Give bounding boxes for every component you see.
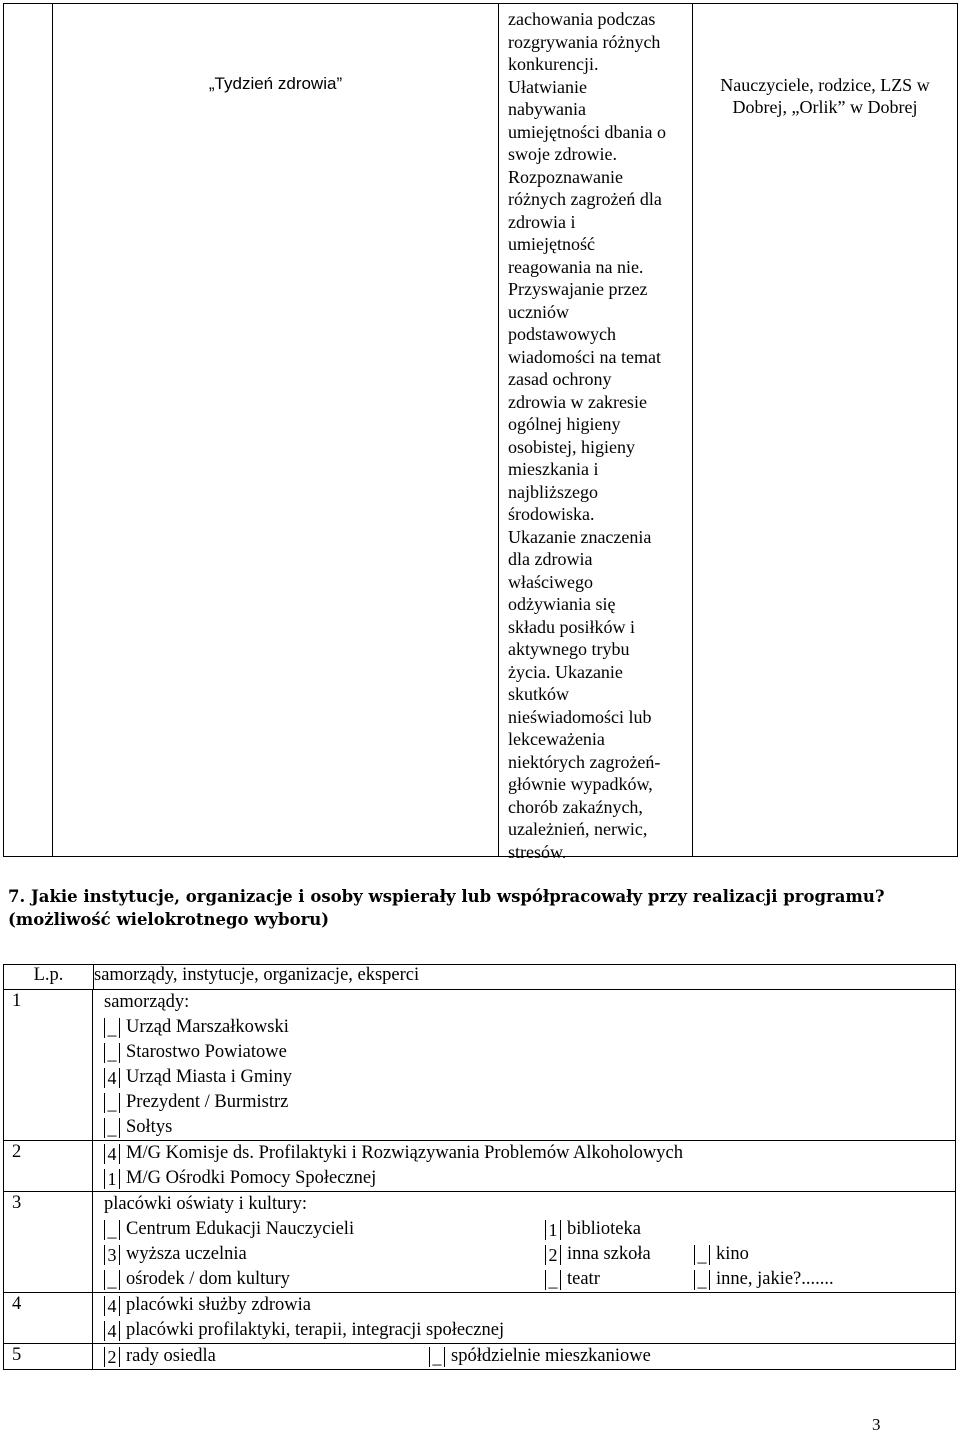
checkbox-mark: 2: [104, 1347, 120, 1367]
goal-line: składu posiłków i: [508, 616, 636, 637]
goal-line: zachowania podczas: [508, 9, 656, 29]
option-label: M/G Komisje ds. Profilaktyki i Rozwiązywania Problemów Alkoholowych: [126, 1143, 683, 1163]
option-label: teatr: [567, 1269, 600, 1289]
goal-line: umiejętności dbania o: [508, 121, 666, 142]
checkbox-mark: _: [104, 1018, 120, 1038]
goal-line: zdrowia i: [508, 211, 576, 232]
option-label: inna szkoła: [567, 1244, 651, 1264]
row-line: [104, 1015, 955, 1040]
partners-line: Nauczyciele, rodzice, LZS w: [720, 75, 930, 95]
goal-line: uzależnień, nerwic,: [508, 819, 648, 839]
group-title: samorządy:: [104, 992, 190, 1012]
goal-line: reagowania na nie.: [508, 256, 644, 277]
goal-line: właściwego: [508, 571, 593, 592]
row-line: [104, 1267, 955, 1292]
goal-line: dla zdrowia: [508, 549, 593, 569]
goal-line: zdrowia w zakresie: [508, 391, 647, 412]
option-label: ośrodek / dom kultury: [126, 1269, 290, 1289]
question-subline: (możliwość wielokrotnego wyboru): [8, 910, 330, 929]
page-number: 3: [872, 1415, 881, 1434]
checkbox-mark: 1: [104, 1169, 120, 1189]
goal-line: Rozpoznawanie: [508, 166, 623, 187]
goal-line: rozgrywania różnych: [508, 31, 661, 52]
option-item: [104, 1320, 504, 1340]
row-line: [104, 1217, 955, 1242]
goal-line: umiejętność: [508, 234, 595, 254]
table-row: [4, 990, 955, 1140]
event-name: „Tydzień zdrowia”: [208, 74, 343, 93]
row-line: [104, 1166, 955, 1191]
partners-table: [3, 964, 956, 1370]
partners-cell: [693, 4, 958, 857]
option-label: Urząd Marszałkowski: [126, 1017, 289, 1037]
goal-line: stresów.: [508, 841, 567, 862]
goal-line: Ułatwianie: [508, 76, 587, 97]
option-label: spółdzielnie mieszkaniowe: [451, 1346, 651, 1366]
option-label: M/G Ośrodki Pomocy Społecznej: [126, 1168, 377, 1188]
row-number: 4: [4, 1293, 93, 1343]
option-label: wyższa uczelnia: [126, 1244, 247, 1264]
goal-line: Przyswajanie przez: [508, 279, 648, 299]
goal-line: nabywania: [508, 99, 586, 119]
option-label: kino: [716, 1244, 749, 1264]
option-label: Prezydent / Burmistrz: [126, 1092, 289, 1112]
option-label: Centrum Edukacji Nauczycieli: [126, 1219, 355, 1239]
header-title: samorządy, instytucje, organizacje, eksperci: [94, 965, 956, 990]
option-label: biblioteka: [567, 1219, 641, 1239]
row-number: 2: [4, 1141, 93, 1191]
goals-text: [499, 4, 692, 862]
event-name-cell: [53, 4, 499, 857]
option-item: [104, 1269, 290, 1289]
goal-line: swoje zdrowie.: [508, 144, 617, 164]
row-line: [104, 1040, 955, 1065]
option-item: [545, 1242, 651, 1267]
checkbox-mark: _: [429, 1347, 445, 1367]
option-item: [104, 1346, 216, 1366]
goal-line: nieświadomości lub: [508, 706, 652, 727]
row-line: [104, 1293, 955, 1318]
goal-line: konkurencji.: [508, 54, 599, 74]
checkbox-mark: 1: [545, 1220, 561, 1240]
goal-line: środowiska.: [508, 504, 595, 524]
table-header-row: [4, 965, 956, 990]
option-item: [104, 1168, 376, 1188]
row-line: [104, 990, 955, 1015]
question-line: 7. Jakie instytucje, organizacje i osoby wspierały lub współpracowały przy realizacji programu?: [8, 887, 885, 906]
option-item: [104, 1219, 354, 1239]
checkbox-mark: _: [694, 1270, 710, 1290]
option-item: [104, 1017, 289, 1037]
option-item: [104, 1117, 172, 1137]
option-item: [545, 1267, 600, 1292]
goal-line: zasad ochrony: [508, 369, 612, 389]
row-number: 1: [4, 990, 93, 1140]
rows-cell: [4, 990, 956, 1370]
row-content: [93, 990, 955, 1140]
option-item: [694, 1267, 834, 1292]
table-row: [4, 1140, 955, 1191]
checkbox-mark: 3: [104, 1245, 120, 1265]
row-number: 5: [4, 1344, 93, 1369]
activities-table: [3, 3, 958, 862]
goal-line: skutków: [508, 684, 570, 704]
option-label: inne, jakie?.......: [716, 1269, 834, 1289]
table-row: [4, 4, 958, 857]
header-lp: L.p.: [4, 965, 94, 990]
checkbox-mark: 4: [104, 1296, 120, 1316]
row-number: 3: [4, 1192, 93, 1292]
checkbox-mark: 4: [104, 1321, 120, 1341]
goal-line: chorób zakaźnych,: [508, 796, 643, 817]
partners-text: [693, 4, 957, 118]
goal-line: głównie wypadków,: [508, 774, 653, 794]
goal-line: odżywiania się: [508, 594, 616, 614]
table-row: [4, 990, 956, 1370]
goal-line: różnych zagrożeń dla: [508, 189, 662, 209]
checkbox-mark: 2: [545, 1245, 561, 1265]
option-item: [104, 1143, 683, 1163]
table-row: [4, 1343, 955, 1369]
row-line: [104, 1192, 955, 1217]
option-label: rady osiedla: [126, 1346, 216, 1366]
option-item: [694, 1242, 749, 1267]
goal-line: lekceważenia: [508, 729, 605, 749]
option-item: [104, 1092, 288, 1112]
group-title: placówki oświaty i kultury:: [104, 1194, 307, 1214]
row-line: [104, 1090, 955, 1115]
goal-line: wiadomości na temat: [508, 346, 661, 367]
row-content: [93, 1192, 955, 1292]
option-label: placówki profilaktyki, terapii, integracji społecznej: [126, 1320, 505, 1340]
goal-line: najbliższego: [508, 481, 598, 502]
option-label: placówki służby zdrowia: [126, 1295, 311, 1315]
checkbox-mark: 4: [104, 1144, 120, 1164]
row-line: [104, 1344, 955, 1369]
checkbox-mark: _: [545, 1270, 561, 1290]
option-label: Sołtys: [126, 1117, 173, 1137]
rows-container: [4, 990, 955, 1369]
option-label: Starostwo Powiatowe: [126, 1042, 287, 1062]
checkbox-mark: _: [104, 1220, 120, 1240]
row-content: [93, 1141, 955, 1191]
goal-line: Ukazanie znaczenia: [508, 526, 652, 547]
goal-line: życia. Ukazanie: [508, 661, 623, 682]
row-line: [104, 1242, 955, 1267]
goal-line: mieszkania i: [508, 459, 599, 479]
row-content: [93, 1293, 955, 1343]
checkbox-mark: 4: [104, 1068, 120, 1088]
row-line: [104, 1141, 955, 1166]
goal-line: ogólnej higieny: [508, 414, 621, 434]
table-row: [4, 1191, 955, 1292]
row-content: [93, 1344, 955, 1369]
option-item: [104, 1295, 311, 1315]
row-line: [104, 1115, 955, 1140]
number-cell: [4, 4, 53, 857]
checkbox-mark: _: [104, 1118, 120, 1138]
checkbox-mark: _: [104, 1093, 120, 1113]
option-item: [545, 1217, 641, 1242]
goal-line: aktywnego trybu: [508, 639, 630, 659]
goal-line: osobistej, higieny: [508, 436, 635, 457]
option-item: [104, 1244, 247, 1264]
checkbox-mark: _: [694, 1245, 710, 1265]
option-item: [104, 1067, 292, 1087]
goal-line: niektórych zagrożeń-: [508, 751, 661, 772]
checkbox-mark: _: [104, 1043, 120, 1063]
goal-line: podstawowych: [508, 324, 616, 344]
option-item: [429, 1344, 651, 1369]
checkbox-mark: _: [104, 1270, 120, 1290]
row-line: [104, 1318, 955, 1343]
row-line: [104, 1065, 955, 1090]
question-7: [8, 885, 953, 931]
option-label: Urząd Miasta i Gminy: [126, 1067, 292, 1087]
partners-line: Dobrej, „Orlik” w Dobrej: [732, 97, 918, 117]
table-row: [4, 1292, 955, 1343]
option-item: [104, 1042, 287, 1062]
goal-line: uczniów: [508, 301, 569, 322]
goals-cell: [499, 4, 693, 862]
